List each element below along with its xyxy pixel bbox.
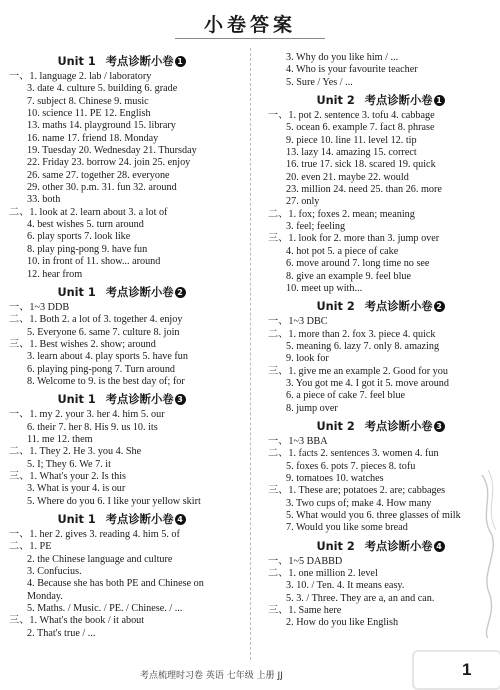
answer-line: 二、1. one million 2. level (268, 568, 378, 580)
quiz-number-badge: 2 (434, 301, 445, 312)
quiz-title: 考点诊断小卷 (105, 285, 174, 299)
answer-line: 3. Two cups of; make 4. How many (286, 497, 432, 509)
answer-line: 2. How do you like English (286, 617, 399, 629)
answer-line: 2. the Chinese language and culture (27, 553, 173, 565)
answer-line: 三、1. look for 2. more than 3. jump over (268, 233, 440, 245)
answer-line: 33. both (27, 194, 61, 206)
answer-line: 8. Welcome to 9. is the best day of; for (27, 375, 185, 387)
answer-line: 13. lazy 14. amazing 15. correct (286, 147, 417, 159)
answer-line: 二、1. fox; foxes 2. mean; meaning (268, 208, 415, 220)
answer-line: 3. 10. / Ten. 4. It means easy. (286, 580, 405, 592)
unit-label: Unit 2 (316, 419, 355, 433)
answer-line: 2. That's true / ... (27, 627, 96, 639)
answer-line: 10. science 11. PE 12. English (27, 108, 151, 120)
page-edge-decoration (478, 470, 498, 640)
unit-section-header (268, 93, 493, 108)
answer-line: 8. play ping-pong 9. have fun (27, 243, 148, 255)
answer-line: 29. other 30. p.m. 31. fun 32. around (27, 182, 177, 194)
unit-section-header (268, 299, 493, 314)
answer-line: 一、1. my 2. your 3. her 4. him 5. our (9, 409, 165, 421)
answer-line: 4. Because she has both PE and Chinese on (27, 578, 204, 590)
right-column (268, 52, 493, 630)
answer-line: 6. a piece of cake 7. feel blue (286, 390, 406, 402)
answer-line: 6. play sports 7. look like (27, 231, 131, 243)
answer-line: 一、1. language 2. lab / laboratory (9, 71, 152, 82)
answer-line: 27. only (286, 196, 320, 208)
column-divider (250, 48, 251, 660)
quiz-number-badge: 2 (175, 287, 186, 298)
watermark-logo (412, 650, 500, 690)
unit-label: Unit 1 (57, 513, 96, 526)
answer-line: 8. give an example 9. feel blue (286, 270, 412, 282)
answer-line: 19. Tuesday 20. Wednesday 21. Thursday (27, 145, 197, 157)
answer-line: 二、1. facts 2. sentences 3. women 4. fun (268, 448, 439, 460)
answer-line: Monday. (27, 590, 63, 602)
answer-line: 一、1. pot 2. sentence 3. tofu 4. cabbage (268, 110, 435, 122)
quiz-title: 考点诊断小卷 (364, 300, 433, 314)
answer-line: 3. feel; feeling (286, 221, 346, 233)
quiz-title: 考点诊断小卷 (105, 513, 174, 526)
answer-line: 三、1. Same here (268, 605, 342, 617)
answer-line: 5. meaning 6. lazy 7. only 8. amazing (286, 340, 440, 352)
answer-line: 5. What would you 6. three glasses of milk (286, 510, 461, 521)
answer-line: 3. You got me 4. I got it 5. move around (286, 377, 449, 389)
answer-line: 一、1~5 DABBD (268, 555, 343, 567)
unit-label: Unit 1 (57, 55, 96, 68)
answer-line: 9. look for (286, 353, 329, 365)
answer-line: 16. true 17. sick 18. scared 19. quick (286, 159, 436, 171)
answer-line: 20. even 21. maybe 22. would (286, 171, 409, 183)
answer-line: 26. same 27. together 28. everyone (27, 169, 170, 181)
answer-line: 5. Maths. / Music. / PE. / Chinese. / ... (27, 603, 183, 615)
quiz-number-badge: 4 (434, 541, 445, 552)
quiz-number-badge: 3 (175, 394, 186, 405)
answer-line: 3. Why do you like him / ... (286, 52, 399, 63)
quiz-title: 考点诊断小卷 (364, 419, 433, 433)
page-title: 小卷答案 (203, 14, 296, 36)
answer-line: 三、1. What's the book / it about (9, 615, 145, 627)
answer-line: 5. ocean 6. example 7. fact 8. phrase (286, 122, 435, 134)
answer-line: 二、1. Both 2. a lot of 3. together 4. enjoy (9, 314, 183, 326)
answer-line: 5. Where do you 6. I like your yellow skirt (27, 495, 201, 507)
unit-section-header (9, 512, 234, 527)
answer-line: 5. Sure / Yes / ... (286, 76, 353, 88)
answer-line: 三、1. Best wishes 2. show; around (9, 338, 156, 350)
answer-line: 3. date 4. culture 5. building 6. grade (27, 83, 178, 95)
answer-line: 二、1. look at 2. learn about 3. a lot of (9, 206, 168, 218)
quiz-title: 考点诊断小卷 (105, 55, 174, 68)
answer-line: 6. move around 7. long time no see (286, 258, 430, 270)
unit-section-header (268, 539, 493, 554)
left-column (9, 50, 234, 640)
answer-line: 5. I; They 6. We 7. it (27, 458, 111, 470)
answer-line: 3. What is your 4. is our (27, 483, 126, 495)
answer-line: 5. Everyone 6. same 7. culture 8. join (27, 326, 180, 338)
unit-label: Unit 2 (316, 300, 355, 314)
quiz-number-badge: 3 (434, 421, 445, 432)
answer-line: 9. piece 10. line 11. level 12. tip (286, 134, 417, 146)
answer-line: 9. tomatoes 10. watches (286, 472, 384, 484)
page-number: 1 (462, 660, 472, 679)
unit-section-header (9, 285, 234, 300)
answer-line: 三、1. What's your 2. Is this (9, 470, 127, 482)
answer-line: 一、1~3 DDB (9, 301, 70, 313)
answer-line: 23. million 24. need 25. than 26. more (286, 184, 442, 196)
unit-label: Unit 1 (57, 285, 96, 299)
answer-line: 6. their 7. her 8. His 9. us 10. its (27, 421, 158, 433)
answer-line: 二、1. They 2. He 3. you 4. She (9, 446, 142, 458)
unit-label: Unit 2 (316, 539, 355, 553)
answer-line: 10. meet up with... (286, 282, 363, 294)
answer-line: 7. Would you like some bread (286, 522, 408, 534)
answer-line: 5. 3. / Three. They are a, an and can. (286, 592, 435, 604)
quiz-number-badge: 1 (175, 56, 186, 67)
answer-line: 二、1. PE (9, 541, 52, 553)
unit-section-header (9, 392, 234, 407)
answer-line: 4. Who is your favourite teacher (286, 64, 418, 76)
answer-line: 一、1. her 2. gives 3. reading 4. him 5. of (9, 529, 180, 540)
answer-line: 3. learn about 4. play sports 5. have fun (27, 351, 188, 363)
answer-line: 三、1. give me an example 2. Good for you (268, 365, 448, 377)
quiz-title: 考点诊断小卷 (364, 94, 433, 108)
quiz-number-badge: 1 (434, 95, 445, 106)
answer-line: 13. maths 14. playground 15. library (27, 120, 176, 132)
answer-line: 16. name 17. friend 18. Monday (27, 132, 159, 144)
quiz-title: 考点诊断小卷 (364, 539, 433, 553)
title-underline (175, 38, 325, 39)
answer-line: 4. hot pot 5. a piece of cake (286, 245, 399, 257)
answer-line: 三、1. These are; potatoes 2. are; cabbages (268, 485, 446, 497)
unit-label: Unit 1 (57, 393, 96, 407)
answer-line: 3. Confucius. (27, 566, 82, 578)
answer-line: 4. best wishes 5. turn around (27, 219, 144, 231)
quiz-title: 考点诊断小卷 (105, 393, 174, 407)
answer-line: 12. hear from (27, 268, 83, 280)
answer-line: 22. Friday 23. borrow 24. join 25. enjoy (27, 157, 191, 169)
answer-line: 7. subject 8. Chinese 9. music (27, 95, 149, 107)
unit-section-header (268, 419, 493, 434)
answer-line: 一、1~3 DBC (268, 316, 328, 328)
answer-line: 一、1~3 BBA (268, 435, 328, 447)
answer-line: 6. playing ping-pong 7. Turn around (27, 363, 176, 375)
answer-line: 5. foxes 6. pots 7. pieces 8. tofu (286, 460, 416, 472)
answer-line: 10. in front of 11. show... around (27, 256, 161, 268)
footer-text: 考点梳理时习卷 英语 七年级 上册 JJ (140, 671, 283, 681)
answer-line: 二、1. more than 2. fox 3. piece 4. quick (268, 328, 436, 340)
quiz-number-badge: 4 (175, 514, 186, 525)
answer-line: 11. me 12. them (27, 433, 93, 445)
unit-label: Unit 2 (316, 94, 355, 108)
unit-section-header (9, 54, 234, 69)
answer-line: 8. jump over (286, 402, 338, 414)
